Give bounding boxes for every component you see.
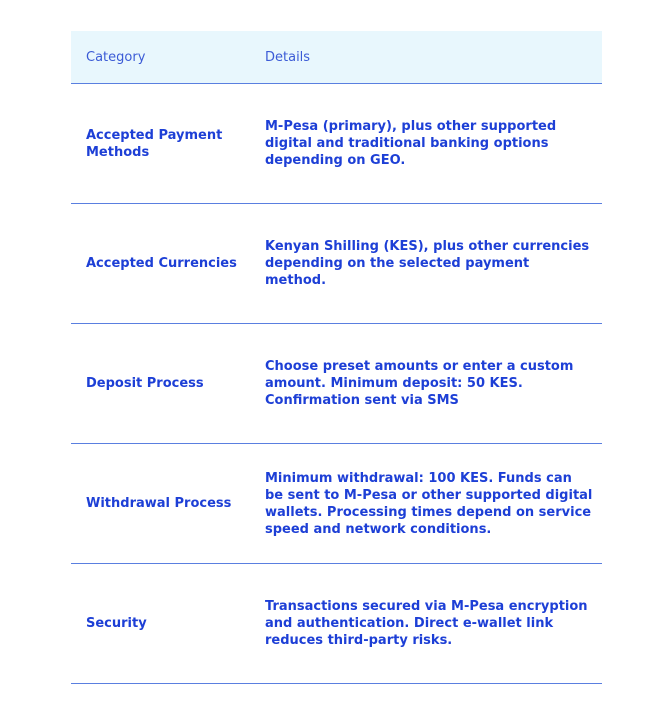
header-details: Details	[265, 49, 311, 65]
row-details: Transactions secured via M-Pesa encryption and authentication. Direct e-wallet link reduces third-party risks.	[265, 599, 588, 648]
row-category: Security	[86, 616, 147, 631]
row-details: M-Pesa (primary), plus other supported digital and traditional banking options depending on GEO.	[265, 119, 557, 168]
row-category: Withdrawal Process	[86, 496, 232, 511]
table-row	[71, 84, 602, 204]
table-row	[71, 204, 602, 324]
table-header	[71, 31, 602, 84]
row-details: Kenyan Shilling (KES), plus other currencies depending on the selected payment method.	[265, 239, 590, 288]
table-row	[71, 324, 602, 444]
row-details: Choose preset amounts or enter a custom amount. Minimum deposit: 50 KES. Confirmation sent via SMS	[265, 359, 574, 408]
row-category: Accepted Currencies	[86, 256, 237, 271]
row-category: Accepted Payment Methods	[86, 127, 223, 160]
row-category: Deposit Process	[86, 376, 204, 391]
table-row	[71, 444, 602, 564]
header-category: Category	[86, 49, 146, 65]
row-details: Minimum withdrawal: 100 KES. Funds can be sent to M-Pesa or other supported digital wallets. Processing times depend on service speed and network conditions.	[265, 470, 593, 537]
table-row	[71, 564, 602, 684]
payment-info-table	[71, 31, 602, 684]
